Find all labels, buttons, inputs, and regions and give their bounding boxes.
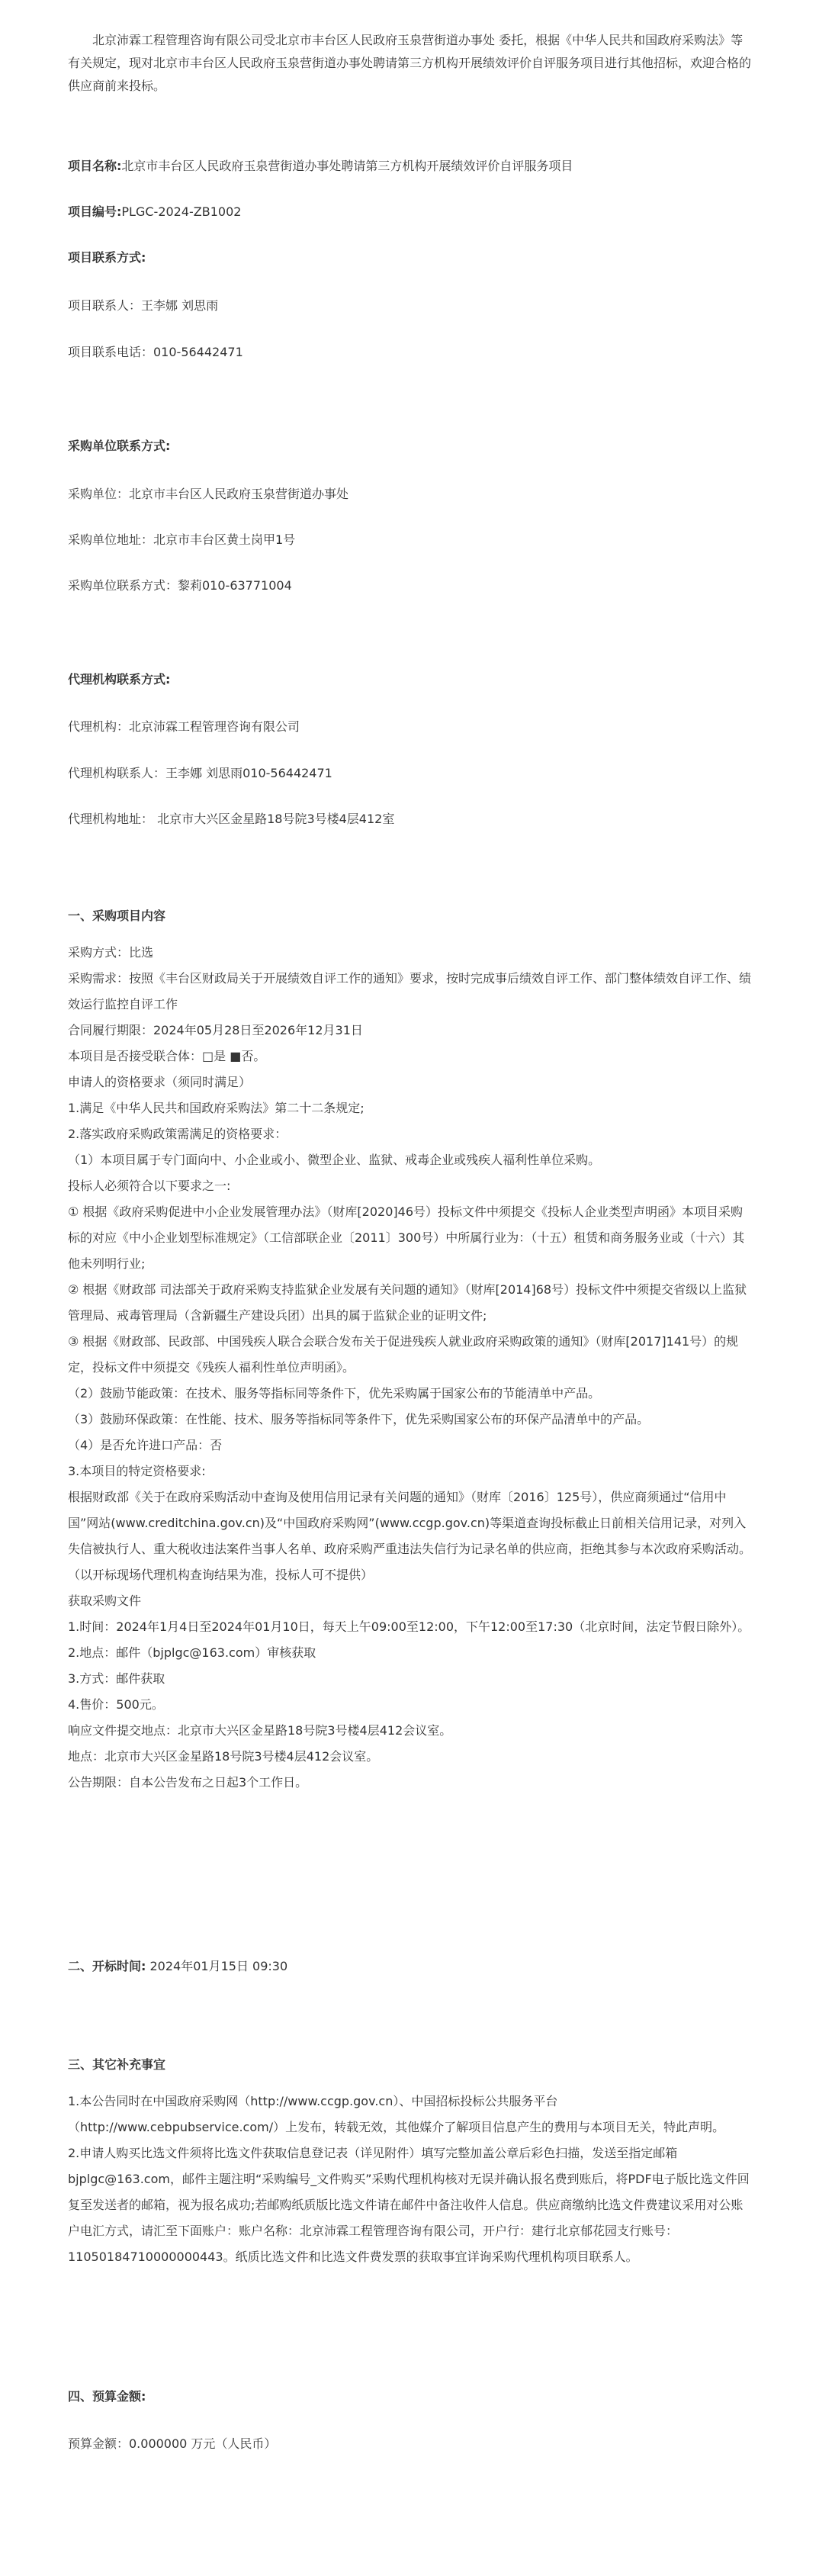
- s1-line: 公告期限：自本公告发布之日起3个工作日。: [68, 1775, 308, 1790]
- s1-line: 地点：北京市大兴区金星路18号院3号楼4层412会议室。: [68, 1749, 379, 1764]
- project-number-value: PLGC-2024-ZB1002: [121, 204, 242, 219]
- agency-address: 代理机构地址： 北京市大兴区金星路18号院3号楼4层412室: [68, 812, 395, 826]
- project-name-label: 项目名称:: [68, 159, 122, 173]
- s1-line: 2.落实政府采购政策需满足的资格要求：: [68, 1127, 287, 1141]
- s1-line: 申请人的资格要求（须同时满足）: [68, 1075, 252, 1089]
- section4-budget: 预算金额：0.000000 万元（人民币）: [68, 2436, 277, 2451]
- section3-title: 三、其它补充事宜: [68, 2057, 166, 2072]
- s1-line: 3.方式：邮件获取: [68, 1671, 165, 1686]
- agency-contact-title: 代理机构联系方式:: [68, 672, 171, 687]
- buyer-phone: 采购单位联系方式：黎莉010-63771004: [68, 578, 292, 593]
- s3-para-1: 1.本公告同时在中国政府采购网（http://www.ccgp.gov.cn）、中国招标投标公共服务平台（http://www.cebpubservice.com/）上发布，转载无效，其他媒介了解项目信息产生的费用与本项目无关，特此声明。: [68, 2094, 725, 2134]
- agency-name: 代理机构：北京沛霖工程管理咨询有限公司: [68, 719, 300, 734]
- s1-line: 根据财政部《关于在政府采购活动中查询及使用信用记录有关问题的通知》（财库〔2016〕125号），供应商须通过“信用中国”网站(www.creditchina.gov.cn)及“中国政府采购网”(www.ccgp.gov.cn)等渠道查询投标截止日前相关信用记录，对列入失信被执行人、重大税收违法案件当事人名单、政府采购严重违法失信行为记录名单的供应商，拒绝其参与本次政府采购活动。（以开标现场代理机构查询结果为准，投标人可不提供）: [68, 1490, 752, 1582]
- s1-line: （3）鼓励环保政策：在性能、技术、服务等指标同等条件下，优先采购国家公布的环保产品清单中的产品。: [68, 1412, 650, 1426]
- project-contact-phone: 项目联系电话：010-56442471: [68, 345, 243, 359]
- s1-line: ① 根据《政府采购促进中小企业发展管理办法》（财库[2020]46号）投标文件中须提交《投标人企业类型声明函》本项目采购标的对应《中小企业划型标准规定》（工信部联企业〔2011〕300号）中所属行业为：（十五）租赁和商务服务业或（十六）其他未列明行业;: [68, 1204, 745, 1271]
- s1-line: 获取采购文件: [68, 1594, 142, 1608]
- s1-line: 2.地点：邮件（bjplgc@163.com）审核获取: [68, 1645, 316, 1660]
- s1-line: （2）鼓励节能政策：在技术、服务等指标同等条件下，优先采购属于国家公布的节能清单中产品。: [68, 1386, 601, 1401]
- section2-title: 二、开标时间:: [68, 1959, 146, 1973]
- buyer-unit: 采购单位：北京市丰台区人民政府玉泉营街道办事处: [68, 487, 349, 501]
- s1-line: 采购需求：按照《丰台区财政局关于开展绩效自评工作的通知》要求，按时完成事后绩效自评工作、部门整体绩效自评工作、绩效运行监控自评工作: [68, 971, 752, 1011]
- intro-paragraph: 北京沛霖工程管理咨询有限公司受北京市丰台区人民政府玉泉营街道办事处 委托，根据《中华人民共和国政府采购法》等有关规定，现对北京市丰台区人民政府玉泉营街道办事处聘请第三方机构开展绩效评价自评服务项目进行其他招标，欢迎合格的供应商前来投标。: [68, 33, 752, 93]
- section2-open-time: [68, 1958, 754, 1975]
- s1-line: 投标人必须符合以下要求之一:: [68, 1179, 231, 1193]
- s1-line: 响应文件提交地点：北京市大兴区金星路18号院3号楼4层412会议室。: [68, 1723, 452, 1738]
- s3-para-2: 2.申请人购买比选文件须将比选文件获取信息登记表（详见附件）填写完整加盖公章后彩色扫描，发送至指定邮箱bjplgc@163.com，邮件主题注明“采购编号_文件购买”采购代理机构核对无误并确认报名费到账后，将PDF电子版比选文件回复至发送者的邮箱，视为报名成功;若邮购纸质版比选文件请在邮件中备注收件人信息。供应商缴纳比选文件费建议采用对公账户电汇方式，请汇至下面账户：账户名称：北京沛霖工程管理咨询有限公司，开户行：建行北京郁花园支行账号：11050184710000000443。纸质比选文件和比选文件费发票的获取事宜详询采购代理机构项目联系人。: [68, 2146, 750, 2264]
- s1-line: （1）本项目属于专门面向中、小企业或小、微型企业、监狱、戒毒企业或残疾人福利性单位采购。: [68, 1153, 601, 1167]
- project-contact-title: 项目联系方式:: [68, 250, 146, 265]
- s1-line: ② 根据《财政部 司法部关于政府采购支持监狱企业发展有关问题的通知》（财库[2014]68号）投标文件中须提交省级以上监狱管理局、戒毒管理局（含新疆生产建设兵团）出具的属于监狱企业的证明文件;: [68, 1282, 747, 1323]
- project-number-label: 项目编号:: [68, 204, 122, 219]
- s1-line: 1.时间：2024年1月4日至2024年01月10日，每天上午09:00至12:00，下午12:00至17:30（北京时间，法定节假日除外）。: [68, 1619, 750, 1634]
- section1-body: [68, 940, 754, 1796]
- section3-body: [68, 2089, 754, 2270]
- project-contact-person: 项目联系人：王李娜 刘思雨: [68, 298, 219, 313]
- section4-title: 四、预算金额:: [68, 2389, 146, 2404]
- project-number: [68, 204, 754, 220]
- section1-title: 一、采购项目内容: [68, 909, 166, 923]
- section2-value: 2024年01月15日 09:30: [149, 1959, 288, 1973]
- s1-line: 本项目是否接受联合体：□是 ■否。: [68, 1049, 266, 1063]
- s1-line: 3.本项目的特定资格要求:: [68, 1464, 206, 1478]
- s1-line: 合同履行期限：2024年05月28日至2026年12月31日: [68, 1023, 363, 1037]
- buyer-contact-title: 采购单位联系方式:: [68, 439, 171, 453]
- s1-line: 1.满足《中华人民共和国政府采购法》第二十二条规定;: [68, 1101, 365, 1115]
- project-name-value: 北京市丰台区人民政府玉泉营街道办事处聘请第三方机构开展绩效评价自评服务项目: [121, 159, 573, 173]
- s1-line: （4）是否允许进口产品：否: [68, 1438, 223, 1452]
- agency-contact: 代理机构联系人：王李娜 刘思雨010-56442471: [68, 766, 332, 780]
- s1-line: 4.售价：500元。: [68, 1697, 164, 1712]
- project-name: [68, 158, 754, 175]
- buyer-address: 采购单位地址：北京市丰台区黄土岗甲1号: [68, 532, 296, 547]
- s1-line: 采购方式：比选: [68, 945, 154, 960]
- s1-line: ③ 根据《财政部、民政部、中国残疾人联合会联合发布关于促进残疾人就业政府采购政策的通知》（财库[2017]141号）的规定，投标文件中须提交《残疾人福利性单位声明函》。: [68, 1334, 739, 1375]
